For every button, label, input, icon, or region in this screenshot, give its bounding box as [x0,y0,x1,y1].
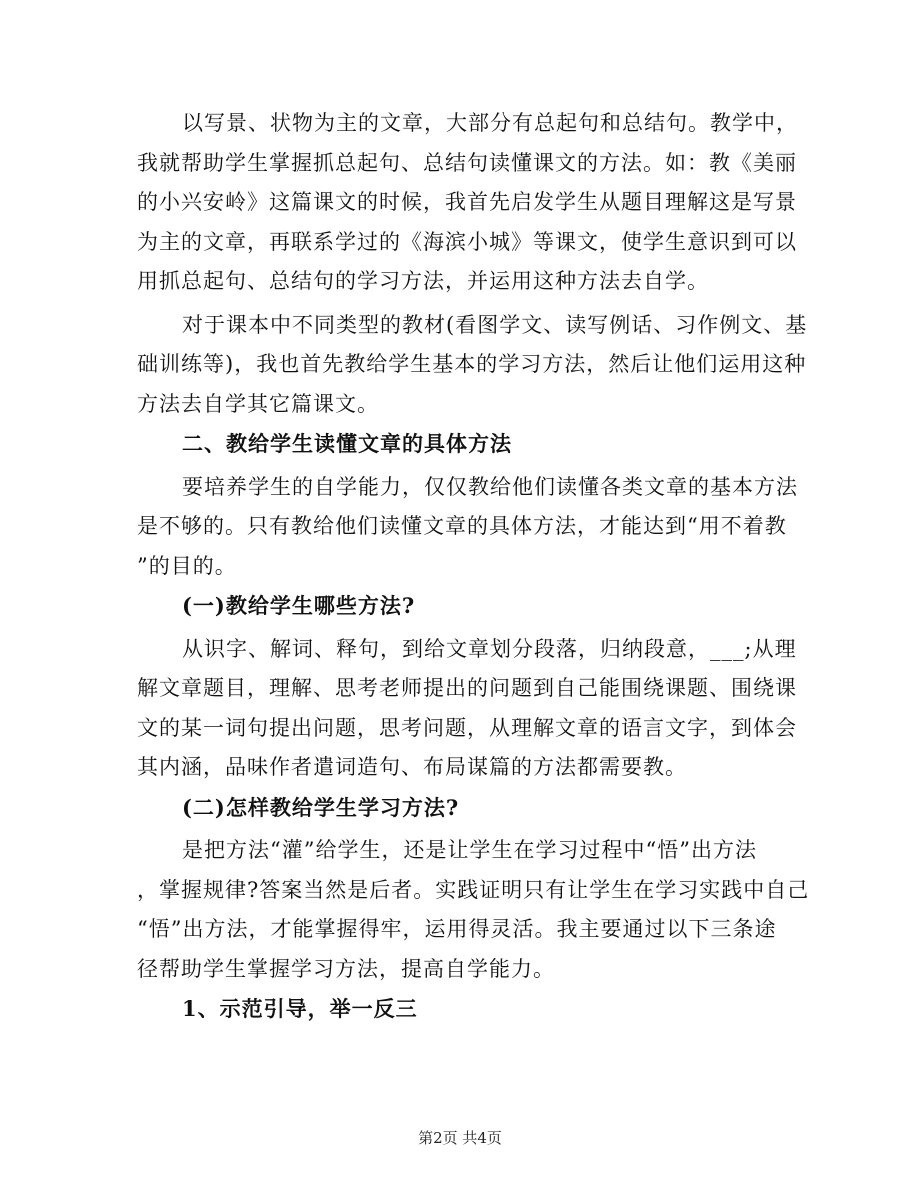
text-line: 用抓总起句、总结句的学习方法，并运用这种方法去自学。 [137,269,709,293]
paragraph-2 [137,306,808,425]
text-line: 以写景、状物为主的文章，大部分有总起句和总结句。教学中， [182,111,798,135]
paragraph-5 [137,831,810,989]
text-line: ”的目的。 [137,553,237,578]
text-line: 对于课本中不同类型的教材(看图学文、读写例话、习作例文、基 [182,312,808,337]
text-line: 我就帮助学生掌握抓总起句、总结句读懂课文的方法。如：教《美丽 [137,150,797,175]
text-line: “悟”出方法，才能掌握得牢，运用得灵活。我主要通过以下三条途 [137,917,777,941]
text-line: 其内涵，品味作者遣词造句、布局谋篇的方法都需要教。 [137,755,687,779]
text-line: 是不够的。只有教给他们读懂文章的具体方法，才能达到“用不着教 [137,514,787,538]
text-line: 础训练等)，我也首先教给学生基本的学习方法，然后让他们运用这种 [137,352,807,376]
paragraph-3 [137,468,798,587]
text-line: 方法去自学其它篇课文。 [137,391,379,416]
subsection-heading: 1、示范引导，举一反三 [182,996,418,1021]
subsection-heading: (二)怎样教给学生学习方法? [182,794,460,820]
text-line: ，掌握规律?答案当然是后者。实践证明只有让学生在学习实践中自己 [137,877,810,902]
text-line: 要培养学生的自学能力，仅仅教给他们读懂各类文章的基本方法 [182,474,798,499]
section-heading: 二、教给学生读懂文章的具体方法 [182,431,512,456]
text-line: 从识字、解词、释句，到给文章划分段落，归纳段意，___;从理 [182,636,797,661]
text-line: 的小兴安岭》这篇课文的时候，我首先启发学生从题目理解这是写景 [137,190,797,214]
subsection-heading: (一)教给学生哪些方法? [182,593,416,618]
text-line: 是把方法“灌”给学生，还是让学生在学习过程中“悟”出方法 [182,838,757,862]
text-line: 解文章题目，理解、思考老师提出的问题到自己能围绕课题、围绕课 [137,676,797,700]
text-line: 文的某一词句提出问题，思考问题，从理解文章的语言文字，到体会 [137,715,797,740]
page-number-footer: 第2页 共4页 [418,1129,502,1147]
paragraph-4 [137,630,797,788]
text-line: 为主的文章，再联系学过的《海滨小城》等课文，使学生意识到可以 [137,229,797,254]
text-line: 径帮助学生掌握学习方法，提高自学能力。 [137,956,555,981]
document-body [137,104,810,1029]
paragraph-1 [137,104,798,302]
